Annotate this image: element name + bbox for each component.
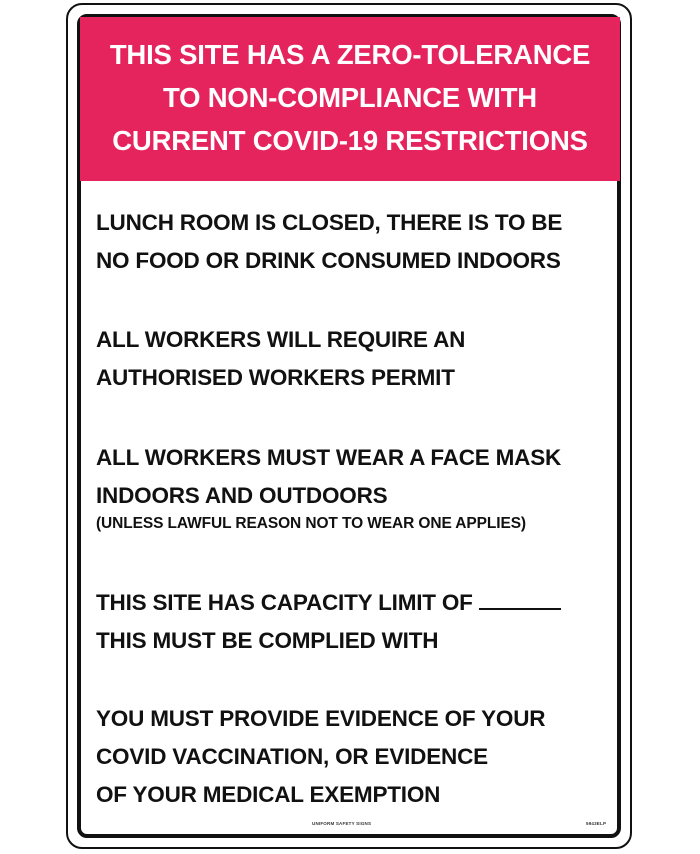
- section-line: ALL WORKERS WILL REQUIRE AN: [96, 327, 466, 352]
- sign-header-banner: [80, 17, 620, 181]
- footer-brand: UNIFORM SAFETY SIGNS: [312, 821, 372, 826]
- section-face-mask: [96, 439, 561, 533]
- section-line: LUNCH ROOM IS CLOSED, THERE IS TO BE: [96, 210, 563, 235]
- header-line-2: TO NON-COMPLIANCE WITH: [163, 82, 537, 113]
- section-vaccination-evidence: [96, 700, 545, 814]
- header-line-1: THIS SITE HAS A ZERO-TOLERANCE: [109, 39, 591, 70]
- section-line: YOU MUST PROVIDE EVIDENCE OF YOUR: [96, 706, 546, 731]
- capacity-limit-text: THIS SITE HAS CAPACITY LIMIT OF: [96, 590, 473, 615]
- section-note: (UNLESS LAWFUL REASON NOT TO WEAR ONE APPLIES): [96, 515, 526, 532]
- section-workers-permit: [96, 321, 465, 397]
- section-line: THIS MUST BE COMPLIED WITH: [96, 628, 439, 653]
- section-line: [96, 584, 561, 622]
- section-line: ALL WORKERS MUST WEAR A FACE MASK: [96, 445, 562, 470]
- section-line: AUTHORISED WORKERS PERMIT: [96, 365, 455, 390]
- section-line: OF YOUR MEDICAL EXEMPTION: [96, 782, 441, 807]
- section-line: INDOORS AND OUTDOORS: [96, 483, 388, 508]
- section-lunch-room: [96, 204, 562, 280]
- capacity-blank-line: [479, 590, 561, 610]
- footer-code: 5943ELP: [586, 821, 607, 826]
- section-line: NO FOOD OR DRINK CONSUMED INDOORS: [96, 248, 561, 273]
- section-capacity-limit: [96, 584, 561, 660]
- section-line: COVID VACCINATION, OR EVIDENCE: [96, 744, 488, 769]
- header-line-3: CURRENT COVID-19 RESTRICTIONS: [112, 125, 588, 156]
